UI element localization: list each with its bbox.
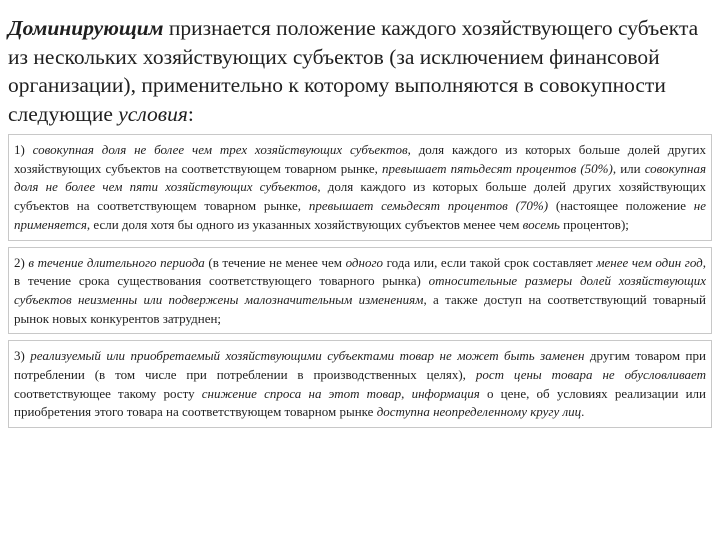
intro-conditions-word: условия	[118, 101, 188, 126]
condition-text: , или	[612, 160, 645, 176]
condition-emphasis: в течение длительного периода	[28, 254, 205, 270]
intro-text: признается положение каждого хозяйствующего субъекта из нескольких хозяйствующих субъектов (за исключением финансовой организации), применительно к которому выполняются в совокупности следующие	[8, 16, 699, 126]
conditions-list	[8, 134, 712, 428]
condition-emphasis: менее чем один год	[596, 254, 703, 270]
condition-box-3	[8, 340, 712, 428]
intro-colon: :	[187, 101, 194, 126]
condition-text: , доля каждого из которых больше долей других хозяйствующих субъектов на соответствующем товарном рынке,	[14, 179, 707, 214]
condition-emphasis: реализуемый или приобретаемый хозяйствующими субъектами товар не может быть заменен	[30, 348, 585, 364]
condition-text: другим товаром при потреблении (в том числе при потреблении в производственных целях),	[14, 348, 706, 383]
condition-text: 2)	[14, 254, 29, 270]
condition-emphasis: рост цены товара не обусловливает	[475, 367, 706, 383]
condition-emphasis: восемь	[522, 216, 560, 232]
condition-text: года или, если такой срок составляет	[383, 254, 597, 270]
condition-text: (настоящее положение	[548, 198, 694, 214]
condition-emphasis: не применяется	[14, 198, 707, 232]
condition-text: о цене, об условиях реализации или приобретения этого товара на соответствующем товарном рынке	[14, 385, 706, 420]
condition-emphasis: совокупная доля не более чем пяти хозяйствующих субъектов	[14, 160, 706, 195]
condition-text: , в течение срока существования соответствующего товарного рынка)	[14, 254, 706, 289]
condition-emphasis: превышает семьдесят процентов (70%)	[308, 198, 549, 214]
condition-emphasis: информация	[411, 385, 480, 401]
condition-emphasis: одного	[345, 254, 384, 270]
condition-text: (в течение не менее чем	[204, 254, 346, 270]
condition-text: 3)	[14, 348, 31, 364]
intro-paragraph	[8, 14, 712, 128]
condition-text: 1)	[14, 142, 33, 157]
condition-text: , а также доступ на соответствующий товарный рынок новых конкурентов затруднен;	[14, 291, 706, 326]
condition-emphasis: совокупная доля не более чем трех хозяйствующих субъектов	[32, 142, 408, 157]
condition-box-2	[8, 247, 712, 335]
condition-emphasis: относительные размеры долей хозяйствующих субъектов неизменны или подвержены малозначительным изменениям	[14, 273, 706, 307]
condition-emphasis: снижение спроса на этот товар	[201, 385, 402, 401]
condition-text: соответствующее такому росту	[14, 385, 202, 401]
condition-box-1	[8, 134, 712, 241]
condition-text: , если доля хотя бы одного из указанных хозяйствующих субъектов менее чем	[86, 216, 523, 232]
condition-emphasis: доступна неопределенному кругу лиц	[376, 404, 582, 420]
condition-text: , доля каждого из которых больше долей других хозяйствующих субъектов на соответствующем товарном рынке,	[14, 142, 706, 176]
condition-emphasis: превышает пятьдесят процентов (50%)	[382, 160, 613, 176]
condition-text: ,	[401, 385, 412, 401]
condition-text: .	[581, 404, 585, 420]
intro-term: Доминирующим	[8, 16, 164, 40]
condition-text: процентов);	[559, 216, 629, 232]
